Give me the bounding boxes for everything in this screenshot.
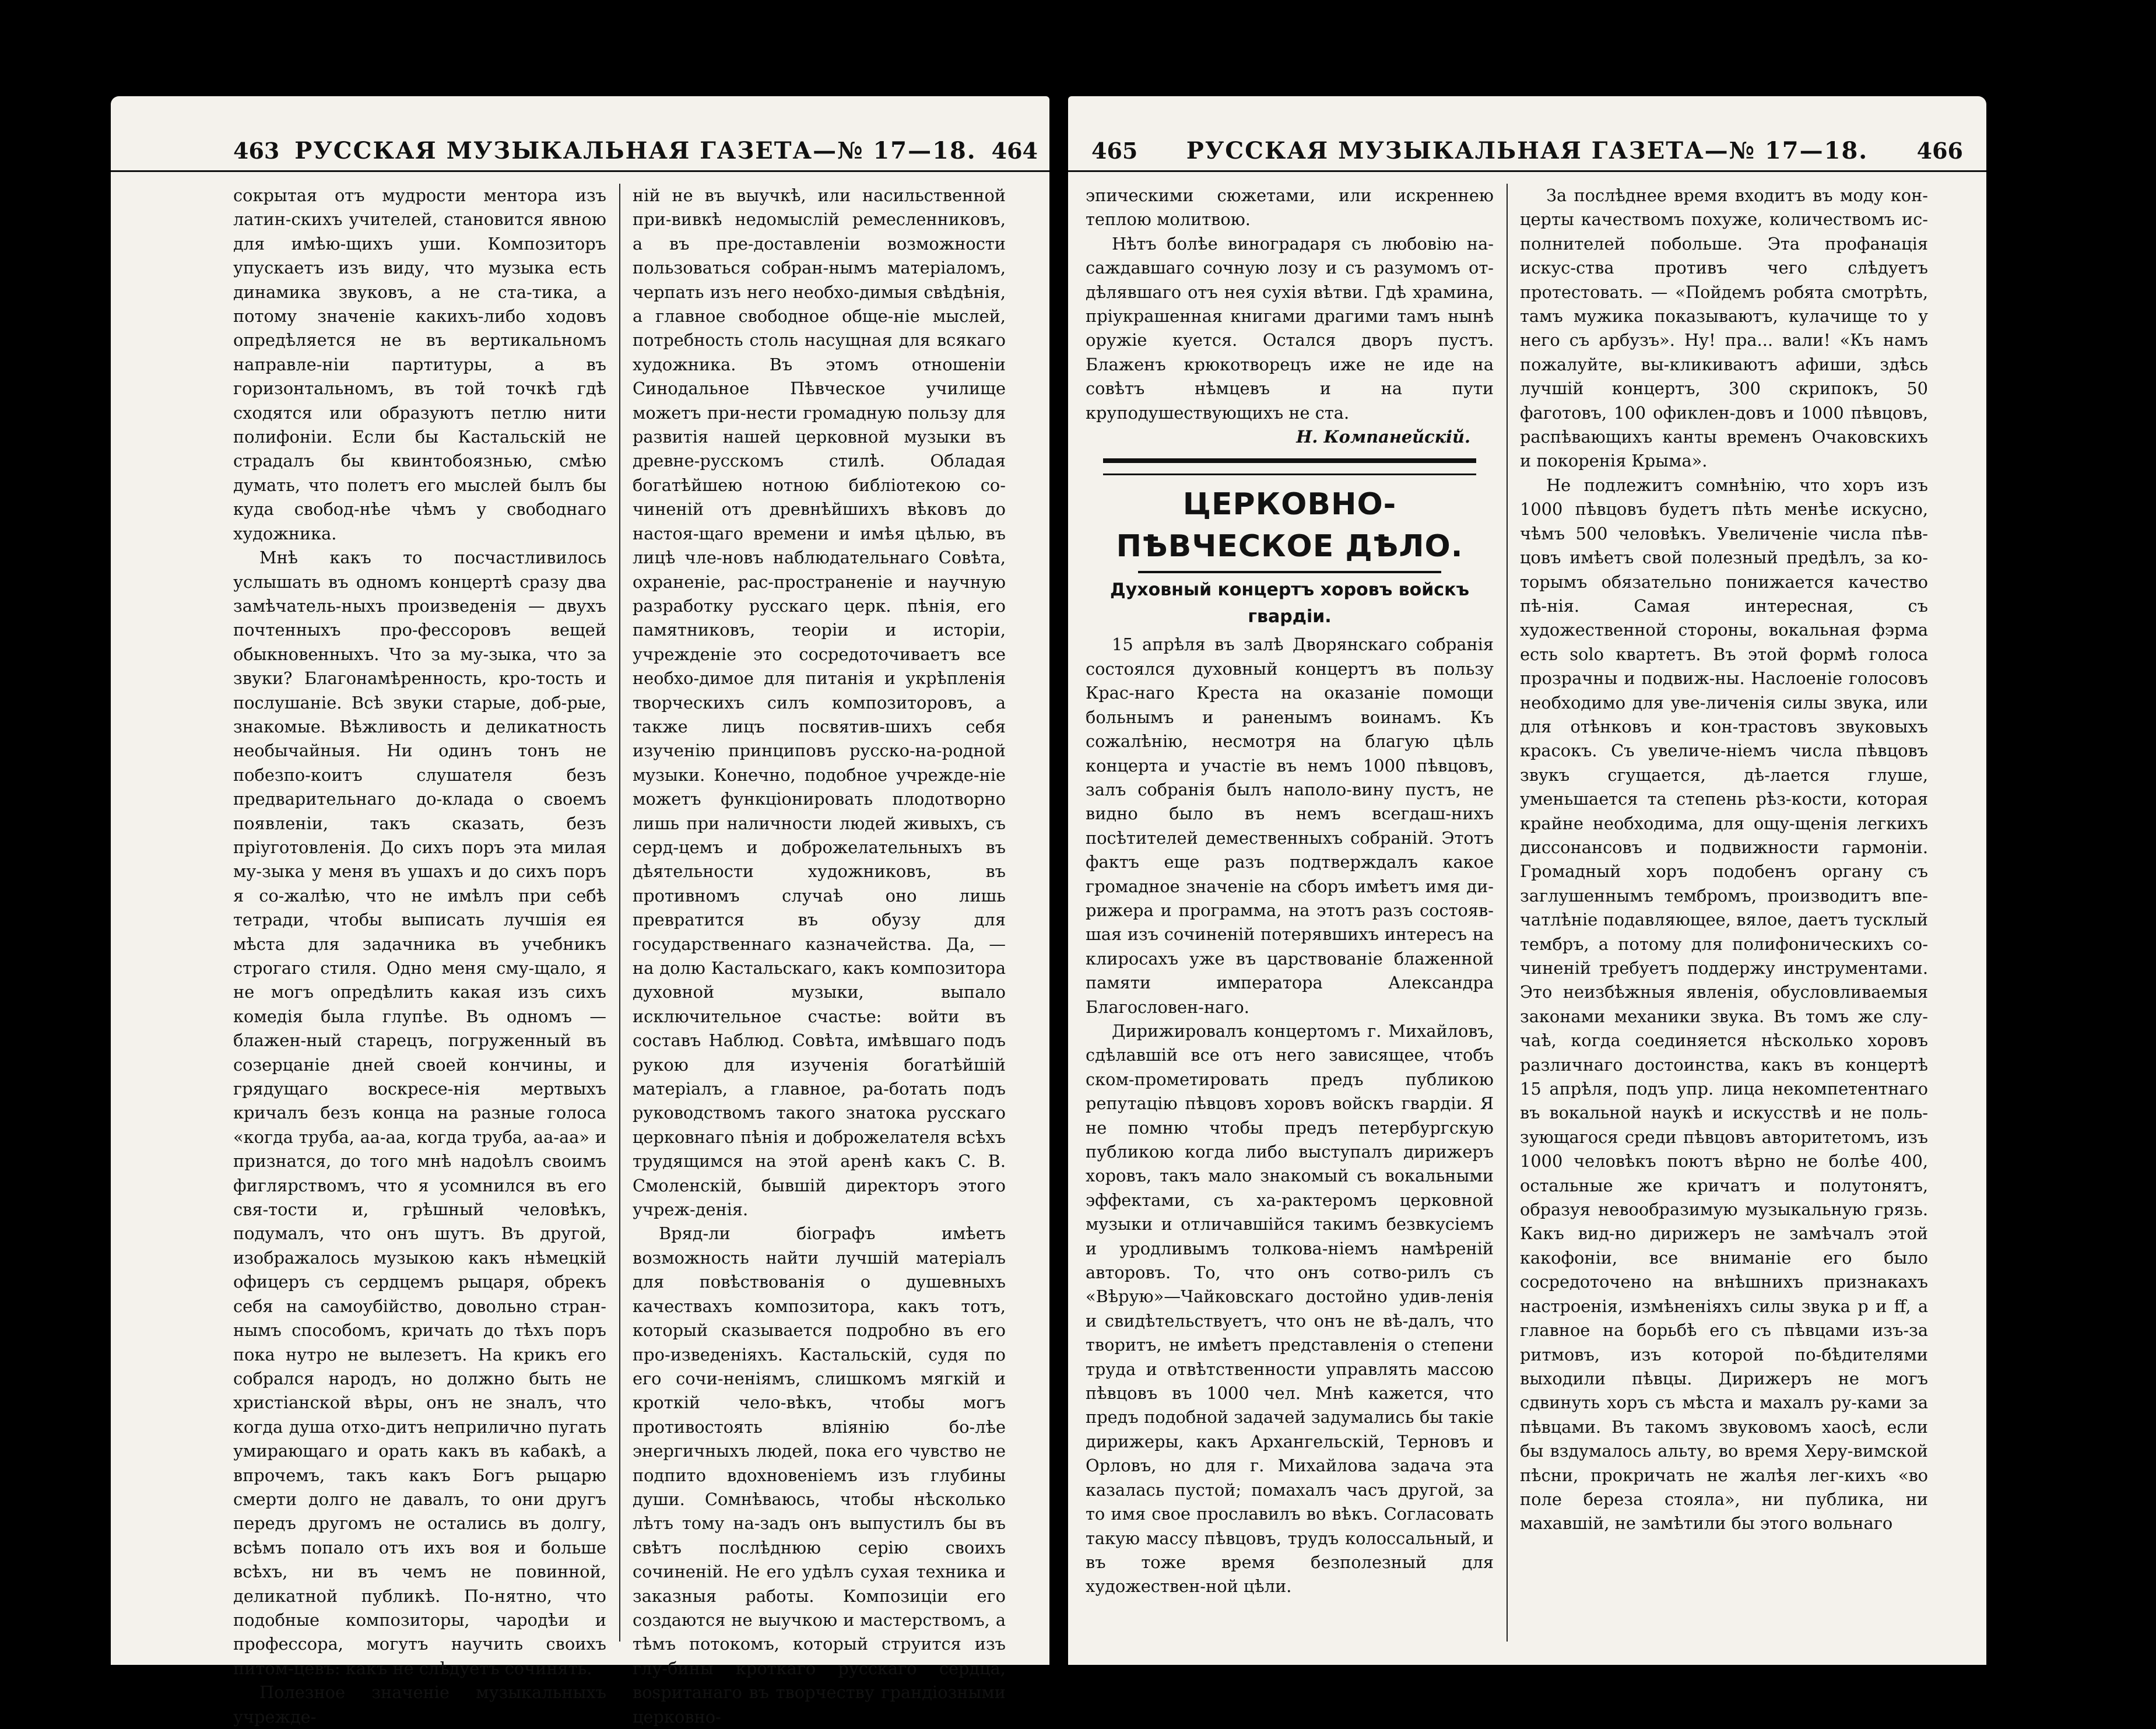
left-page-header [111, 137, 1049, 172]
page-number-466: 466 [1916, 138, 1963, 164]
title-rule [1138, 571, 1441, 573]
right-column-2 [1520, 184, 1928, 1536]
paragraph: Дирижировалъ концертомъ г. Михайловъ, сдѣлавшій все отъ него зависящее, чтобъ ском-прометировать предъ публикою репутацію пѣвцовъ хоровъ войскъ гвардіи. Я не помню чтобы предъ петербургскую публикою когда либо выступалъ дирижеръ хоровъ, такъ мало знакомый съ вокальными эффектами, съ ха-рактеромъ церковной музыки и отличавшійся такимъ безвкусіемъ и уродливымъ толкова-ніемъ намѣреній авторовъ. То, что онъ сотво-рилъ съ «Вѣрую»—Чайковскаго достойно удив-ленія и свидѣтельствуетъ, что онъ не вѣ-далъ, что творитъ, не имѣетъ представленія о степени труда и отвѣтственности управлять массою пѣвцовъ въ 1000 чел. Мнѣ кажется, что предъ подобной задачей задумались бы такіе дирижеры, какъ Архангельскій, Терновъ и Орловъ, но для г. Михайлова задача эта казалась пустой; помахалъ часъ другой, за то имя свое прославилъ во вѣкъ. Согласовать такую массу пѣвцовъ, трудъ колоссальный, и въ тоже время безполезный для художествен-ной цѣли. [1086, 1020, 1494, 1597]
section-title: ЦЕРКОВНО-ПѢВЧЕСКОЕ ДѢЛО. [1116, 487, 1463, 564]
ornamental-rule [1103, 458, 1476, 475]
paragraph: За послѣднее время входитъ въ моду кон-церты качествомъ похуже, количествомъ ис-полнителей побольше. Эта профанація искус-ства противъ чего слѣдуетъ протестовать. — «Пойдемъ робята смотрѣть, тамъ мужика показываютъ, кулачище то у него съ арбузъ». Ну! пра... вали! «Къ намъ пожалуйте, вы-кликиваютъ афиши, здѣсь лучшій концертъ, 300 скрипокъ, 50 фаготовъ, 100 офиклен-довъ и 1000 пѣвцовъ, распѣвающихъ канты временъ Очаковскихъ и покоренія Крыма». [1520, 185, 1928, 471]
left-column-2 [633, 184, 1006, 1729]
column-divider [1507, 184, 1508, 1642]
paragraph: ній не въ выучкѣ, или насильственной при-вивкѣ недомыслій ремесленниковъ, а въ пре-доставленіи возможности пользоваться собран-нымъ матеріаломъ, черпать изъ него необхо-димыя свѣдѣнія, а главное свободное обще-ніе мыслей, потребность столь насущная для всякаго художника. Въ этомъ отношеніи Синодальное Пѣвческое училище можетъ при-нести громадную пользу для развитія нашей церковной музыки въ древне-русскомъ стилѣ. Обладая богатѣйшею нотною библіотекою со-чиненій отъ древнѣйшихъ вѣковъ до настоя-щаго времени и имѣя цѣлью, въ лицѣ чле-новъ наблюдательнаго Совѣта, охраненіе, рас-пространеніе и научную разработку русскаго церк. пѣнія, его памятниковъ, теоріи и исторіи, учрежденіе это сосредоточиваетъ все необхо-димое для питанія и укрѣпленія творческихъ силъ композиторовъ, а также лицъ посвятив-шихъ себя изученію принциповъ русско-на-родной музыки. Конечно, подобное учрежде-ніе можетъ функціонировать плодотворно лишь при наличности людей живыхъ, съ серд-цемъ и доброжелательныхъ въ дѣятельности художниковъ, въ противномъ случаѣ оно лишь превратится въ обузу для государственнаго казначейства. Да, — на долю Кастальскаго, какъ композитора духовной музыки, выпало исключительное счастье: войти въ составъ Наблюд. Совѣта, имѣвшаго подъ рукою для изученія богатѣйшій матеріалъ, а главное, ра-ботать подъ руководствомъ такого знатока русскаго церковнаго пѣнія и доброжелателя всѣхъ трудящимся на этой аренѣ какъ С. В. Смоленскій, бывшій директоръ этого учреж-денія. [633, 185, 1006, 1220]
paragraph: Вряд-ли біографъ имѣетъ возможность найти лучшій матеріалъ для повѣствованія о душевныхъ качествахъ композитора, какъ тотъ, который сказывается подробно въ его про-изведеніяхъ. Кастальскій, судя по его сочи-неніямъ, слишкомъ мягкій и кроткій чело-вѣкъ, чтобы могъ противостоять вліянію бо-лѣе энергичныхъ людей, пока его чувство не подпито вдохновеніемъ изъ глубины души. Сомнѣваюсь, чтобы нѣсколько лѣтъ тому на-задъ онъ выпустилъ бы въ свѣтъ послѣднюю серію своихъ сочиненій. Не его удѣлъ сухая техника и заказныя работы. Композиціи его создаются не выучкою и мастерствомъ, а тѣмъ потокомъ, который струится изъ глу-бины кроткаго русскаго сердца, вospитанаго въ творчеству грандіозными церковно- [633, 1223, 1006, 1727]
right-page [1068, 96, 1986, 1665]
running-title: РУССКАЯ МУЗЫКАЛЬНАЯ ГАЗЕТА—№ 17—18. [1186, 137, 1869, 164]
running-title: РУССКАЯ МУЗЫКАЛЬНАЯ ГАЗЕТА—№ 17—18. [294, 137, 977, 164]
right-page-header [1068, 137, 1986, 172]
left-page [111, 96, 1049, 1727]
right-column-1 [1086, 184, 1494, 1599]
page-number-463: 463 [233, 138, 280, 164]
paragraph: Полезное значеніе музыкальныхъ учрежде- [233, 1682, 606, 1727]
paragraph: 15 апрѣля въ залѣ Дворянскаго собранія состоялся духовный концертъ въ пользу Крас-наго Креста на оказаніе помощи больнымъ и раненымъ воинамъ. Къ сожалѣнію, несмотря на благую цѣль концерта и участіе въ немъ 1000 пѣвцовъ, залъ собранія былъ наполо-вину пустъ, не видно было въ немъ всегдаш-нихъ посѣтителей демественныхъ собраній. Этотъ фактъ еще разъ подтверждалъ какое громадное значеніе на сборъ имѣетъ имя ди-рижера и программа, на этотъ разъ состояв-шая изъ сочиненій потерявшихъ интересъ на клиросахъ уже въ царствованіе блаженной памяти императора Александра Благословен-наго. [1086, 634, 1494, 1017]
paragraph: сокрытая отъ мудрости ментора изъ латин-скихъ учителей, становится явною для имѣю-щихъ уши. Композиторъ упускаетъ изъ виду, что музыка есть динамика звуковъ, а не ста-тика, а потому значеніе какихъ-либо ходовъ опредѣляется не въ вертикальномъ направле-ніи партитуры, а въ горизонтальномъ, въ той точкѣ гдѣ сходятся или образуютъ петлю нити полифоніи. Если бы Кастальскій не страдалъ бы квинтобоязнью, смѣю думать, что полетъ его мыслей былъ бы куда свобод-нѣе чѣмъ у свободнаго художника. [233, 185, 606, 543]
paragraph: эпическими сюжетами, или искреннею теплою молитвою. [1086, 185, 1494, 230]
paragraph: Не подлежитъ сомнѣнію, что хоръ изъ 1000 пѣвцовъ будетъ пѣть менѣе искусно, чѣмъ 500 человѣкъ. Увеличеніе числа пѣв-цовъ имѣетъ свой полезный предѣлъ, за ко-торымъ обязательно понижается качество пѣ-нія. Самая интересная, съ художественной стороны, вокальная фэрма есть solo квартетъ. Въ этой формѣ голоса прозрачны и подвиж-ны. Наслоеніе голосовъ необходимо для уве-личенія силы звука, или для отѣнковъ и кон-трастовъ звуковыхъ красокъ. Съ увеличе-ніемъ числа пѣвцовъ звукъ сгущается, дѣ-лается глуше, уменьшается та степень рѣз-кости, которая крайне необходима, для ощу-щенія легкихъ диссонансовъ и подвижности гармоніи. Громадный хоръ подобенъ органу съ заглушеннымъ тембромъ, производитъ впе-чатлѣніе подавляющее, вялое, даетъ тусклый тембръ, а потому для полифоническихъ со-чиненій требуетъ поддержу инструментами. Это неизбѣжныя явленія, обусловливаемыя законами механики звука. Въ томъ же слу-чаѣ, когда соединяется нѣсколько хоровъ различнаго достоинства, какъ въ концертѣ 15 апрѣля, подъ упр. лица некомпетентнаго въ вокальной наукѣ и искусствѣ и не поль-зующагося среди пѣвцовъ авторитетомъ, изъ 1000 человѣкъ поютъ вѣрно не болѣе 400, остальные же кричатъ и полутонятъ, образуя невообразимую музыкальную грязь. Какъ вид-но дирижеръ не замѣчалъ этой какофоніи, все вниманіе его было сосредоточено на внѣшнихъ признакахъ настроенія, измѣненіяхъ силы звука p и ff, а главное на борьбѣ его съ пѣвцами изъ-за ритмовъ, изъ которой по-бѣдителями выходили пѣвцы. Дирижеръ не могъ сдвинуть хоръ съ мѣста и махалъ ру-ками за пѣвцами. Въ такомъ звуковомъ хаосѣ, если бы вздумалось альту, во время Херу-вимской пѣсни, прокричать не жалѣя лег-кихъ «во поле береза стояла», ни публика, ни махавшій, не замѣтили бы этого вольнаго [1520, 475, 1928, 1534]
left-column-1 [233, 184, 606, 1729]
page-number-464: 464 [991, 138, 1038, 164]
paragraph: Мнѣ какъ то посчастливилось услышать въ одномъ концертѣ сразу два замѣчатель-ныхъ произведенія — двухъ почтенныхъ про-фессоровъ вещей обыкновенныхъ. Что за му-зыка, что за звуки? Благонамѣренность, кро-тость и послушаніе. Всѣ звуки старые, доб-рые, знакомые. Вѣжливость и деликатность необычайныя. Ни одинъ тонъ не побезпо-коитъ слушателя безъ предварительнаго до-клада о своемъ появленіи, такъ сказать, безъ пріуготовленія. До сихъ поръ эта милая му-зыка у меня въ ушахъ и до сихъ поръ я со-жалѣю, что не имѣлъ при себѣ тетради, чтобы выписать лучшія ея мѣста для задачника въ учебникъ строгаго стиля. Одно меня сму-щало, я не могъ опредѣлить какая изъ сихъ комедія была глупѣе. Въ одномъ — блажен-ный старецъ, погруженный въ созерцаніе дней своей кончины, и грядущаго воскресе-нія мертвыхъ кричалъ безъ конца на разные голоса «когда труба, аа-аа, когда труба, аа-аа» и признатся, до того мнѣ надоѣлъ своимъ фиглярствомъ, что я усомнился въ его свя-тости и, грѣшный человѣкъ, подумалъ, что онъ шутъ. Въ другой, изображалось музыкою какъ нѣмецкій офицеръ съ сердцемъ рыцаря, обрекъ себя на самоубійство, довольно стран-нымъ способомъ, кричать до тѣхъ поръ пока нутро не вылезетъ. На крикъ его собрался народъ, но должно быть не христіанской вѣры, онъ не зналъ, что когда душа отхо-дитъ неприлично пугать умирающаго и орать какъ въ кабакѣ, а впрочемъ, такъ какъ Богъ рыцарю смерти долго не давалъ, то они другъ передъ другомъ не остались въ долгу, всѣмъ попало отъ ихъ воя и больше всѣхъ, ни въ чемъ не повинной, деликатной публикѣ. По-нятно, что подобные композиторы, чародѣи и профессора, могутъ научить своихъ питом-цевъ: какъ не слѣдуетъ сочинять. [233, 548, 606, 1678]
signature: Н. Компанейскій. [1296, 427, 1470, 447]
paragraph: Нѣтъ болѣе виноградаря съ любовію на-саждавшаго сочную лозу и съ разумомъ от-дѣлявшаго отъ нея сухія вѣтви. Гдѣ храмина, пріукрашенная книгами драгими тамъ нынѣ оружіе куется. Остался дворъ пустъ. Блаженъ крюкотворецъ иже не иде на совѣтъ нѣмцевъ и на пути круподушествующихъ не ста. [1086, 233, 1494, 423]
article-title: Духовный концертъ хоровъ войскъ гвардіи. [1110, 580, 1469, 627]
page-number-465: 465 [1091, 138, 1138, 164]
column-divider [619, 184, 620, 1642]
